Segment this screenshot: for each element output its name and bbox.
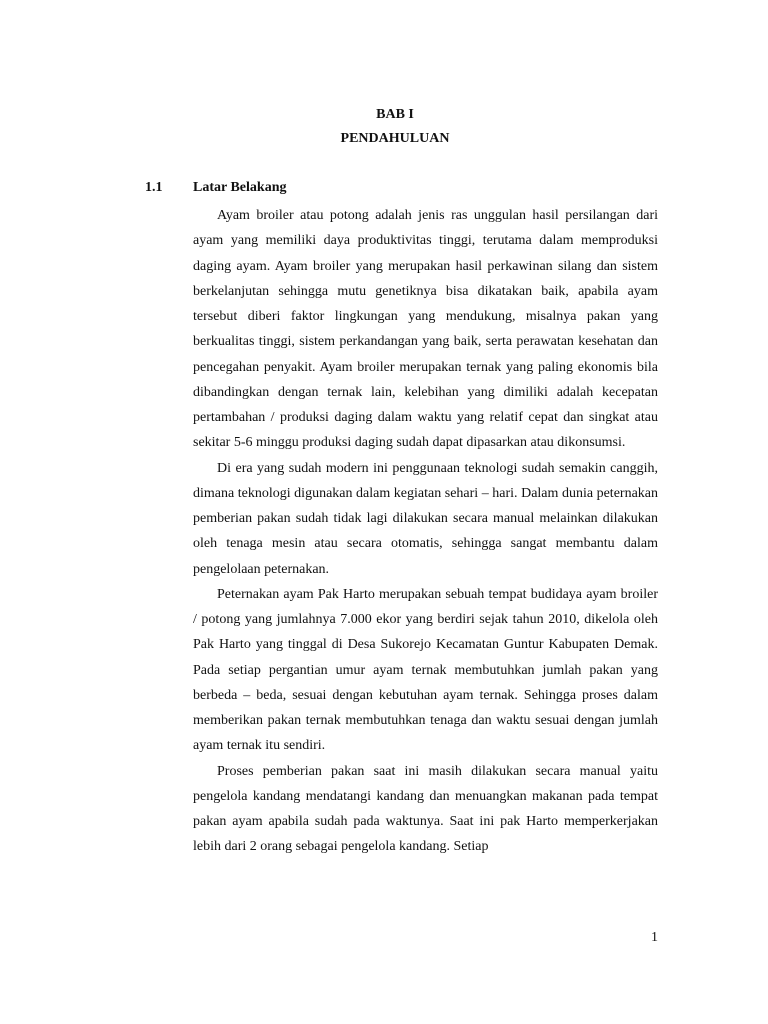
paragraph: Di era yang sudah modern ini penggunaan teknologi sudah semakin canggih, dimana teknologi digunakan dalam kegiatan sehari – hari. Dalam dunia peternakan pemberian pakan sudah tidak lagi dilakukan secara manual melainkan dilakukan oleh tenaga mesin atau secara otomatis, sehingga sangat membantu dalam pengelolaan peternakan. xyxy=(193,460,658,577)
page-number: 1 xyxy=(651,930,658,945)
section-number: 1.1 xyxy=(145,180,163,195)
section-title: Latar Belakang xyxy=(193,180,287,195)
paragraph: Ayam broiler atau potong adalah jenis ras unggulan hasil persilangan dari ayam yang memiliki daya produktivitas tinggi, terutama dalam memproduksi daging ayam. Ayam broiler yang merupakan hasil perkawinan silang dan sistem berkelanjutan sehingga mutu genetiknya bisa dikatakan baik, apabila ayam tersebut diberi faktor lingkungan yang mendukung, misalnya pakan yang berkualitas tinggi, sistem perkandangan yang baik, serta perawatan kesehatan dan pencegahan penyakit. Ayam broiler merupakan ternak yang paling ekonomis bila dibandingkan dengan ternak lain, kelebihan yang dimiliki adalah kecepatan pertambahan / produksi daging dalam waktu yang relatif cepat dan singkat atau sekitar 5-6 minggu produksi daging sudah dapat dipasarkan atau dikonsumsi. xyxy=(193,208,658,451)
paragraph: Proses pemberian pakan saat ini masih dilakukan secara manual yaitu pengelola kandang mendatangi kandang dan menuangkan makanan pada tempat pakan ayam apabila sudah pada waktunya. Saat ini pak Harto memperkerjakan lebih dari 2 orang sebagai pengelola kandang. Setiap xyxy=(193,763,658,855)
body-text xyxy=(193,203,658,860)
paragraph: Peternakan ayam Pak Harto merupakan sebuah tempat budidaya ayam broiler / potong yang jumlahnya 7.000 ekor yang berdiri sejak tahun 2010, dikelola oleh Pak Harto yang tinggal di Desa Sukorejo Kecamatan Guntur Kabupaten Demak. Pada setiap pergantian umur ayam ternak membutuhkan jumlah pakan yang berbeda – beda, sesuai dengan kebutuhan ayam ternak. Sehingga proses dalam memberikan pakan ternak membutuhkan tenaga dan waktu sesuai dengan jumlah ayam ternak itu sendiri. xyxy=(193,586,658,754)
section-heading xyxy=(145,179,286,197)
chapter-label: BAB I xyxy=(376,107,414,122)
chapter-title: PENDAHULUAN xyxy=(340,131,450,146)
